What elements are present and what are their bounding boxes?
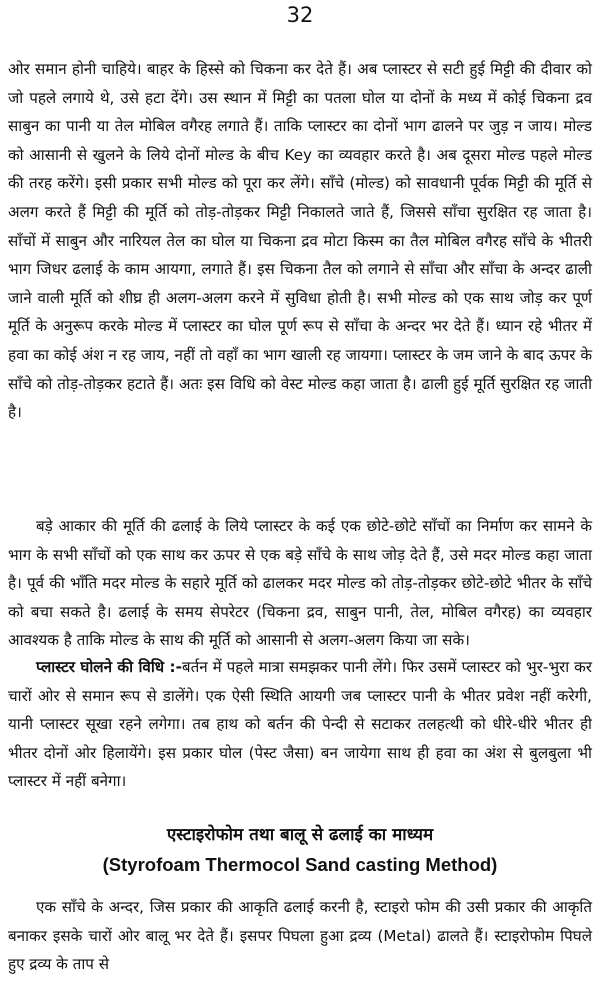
paragraph-styrofoam-casting: एक साँचे के अन्दर, जिस प्रकार की आकृति ढलाई करनी है, स्टाइरो फोम की उसी प्रकार की आकृति बनाकर इसके चारों ओर बालू भर देते हैं। इसपर पिघला हुआ द्रव्य (Metal) ढालते हैं। स्टाइरोफोम पिघले हुए द्रव्य के ताप से: [8, 898, 592, 974]
paragraph-plaster-mixing: [8, 653, 592, 796]
plaster-mixing-text: बर्तन में पहले मात्रा समझकर पानी लेंगे। फिर उसमें प्लास्टर को भुर-भुरा कर चारों ओर से समान रूप से डालेंगे। एक ऐसी स्थिति आयगी जब प्लास्टर पानी के भीतर प्रवेश नहीं करेगी, यानी प्लास्टर सूखा रहने लगेगा। तब हाथ को बर्तन की पेन्दी से सटाकर तलहत्थी को धीरे-धीरे भीतर ही भीतर दोनों ओर हिलायेंगे। इस प्रकार घोल (पेस्ट जैसा) बन जायेगा साथ ही हवा का अंश से बुलबुला भी प्लास्टर में नहीं बनेगा।: [8, 658, 592, 791]
section-heading-hindi: एस्टाइरोफोम तथा बालू से ढलाई का माध्यम: [166, 825, 434, 845]
plaster-mixing-runin-heading: प्लास्टर घोलने की विधि :-: [36, 658, 182, 676]
section-heading-english: (Styrofoam Thermocol Sand casting Method): [102, 854, 498, 875]
paragraph-waste-mold: ओर समान होनी चाहिये। बाहर के हिस्से को चिकना कर देते हैं। अब प्लास्टर से सटी हुई मिट्टी की दीवार को जो पहले लगाये थे, उसे हटा देंगे। उस स्थान में मिट्टी का पतला घोल या दोनों के मध्य में कोई चिकना द्रव साबुन का पानी या तेल मोबिल वगैरह लगाते हैं। ताकि प्लास्टर का दोनों भाग ढालने पर जुड़ न जाय। मोल्ड को आसानी से खुलने के लिये दोनों मोल्ड के बीच Key का व्यवहार करते है। अब दूसरा मोल्ड पहले मोल्ड की तरह करेंगे। इसी प्रकार सभी मोल्ड को पूरा कर लेंगे। साँचे (मोल्ड) को सावधानी पूर्वक मिट्टी की मूर्ति से अलग करते हैं मिट्टी की मूर्ति को तोड़-तोड़कर मिट्टी निकालते जाते हैं, जिससे साँचा सुरक्षित रह जाता है। साँचों में साबुन और नारियल तेल का घोल या चिकना द्रव मोटा किस्म का तैल मोबिल वगैरह साँचे के भीतरी भाग जिधर ढलाई के काम आयगा, लगाते हैं। इस चिकना तैल को लगाने से साँचा और साँचा के अन्दर ढाली जाने वाली मूर्ति को शीघ्र ही अलग-अलग करने में सुविधा होती है। सभी मोल्ड को एक साथ जोड़ कर पूर्ण मूर्ति के अनुरूप करके मोल्ड में प्लास्टर का घोल पूर्ण रूप से साँचा के अन्दर भर देते हैं। ध्यान रहे भीतर में हवा का कोई अंश न रह जाय, नहीं तो वहाँ का भाग खाली रह जायगा। प्लास्टर के जम जाने के बाद ऊपर के साँचे को तोड़-तोड़कर हटाते हैं। अतः इस विधि को वेस्ट मोल्ड कहा जाता है। ढाली हुई मूर्ति सुरक्षित रह जाती है।: [8, 60, 592, 422]
paragraph-mother-mold: बड़े आकार की मूर्ति की ढलाई के लिये प्लास्टर के कई एक छोटे-छोटे साँचों का निर्माण कर सामने के भाग के सभी साँचों को एक साथ कर ऊपर से एक बड़े साँचे के साथ जोड़ देते हैं, उसे मदर मोल्ड कहा जाता है। पूर्व की भाँति मदर मोल्ड के सहारे मूर्ति को ढालकर मदर मोल्ड को तोड़-तोड़कर छोटे-छोटे भीतर के साँचे को बचा सकते है। ढलाई के समय सेपरेटर (चिकना द्रव, साबुन पानी, तेल, मोबिल वगैरह) का व्यवहार आवश्यक है ताकि मोल्ड के साथ की मूर्ति को आसानी से अलग-अलग किया जा सके।: [8, 517, 592, 650]
page-number: 32: [286, 3, 314, 27]
